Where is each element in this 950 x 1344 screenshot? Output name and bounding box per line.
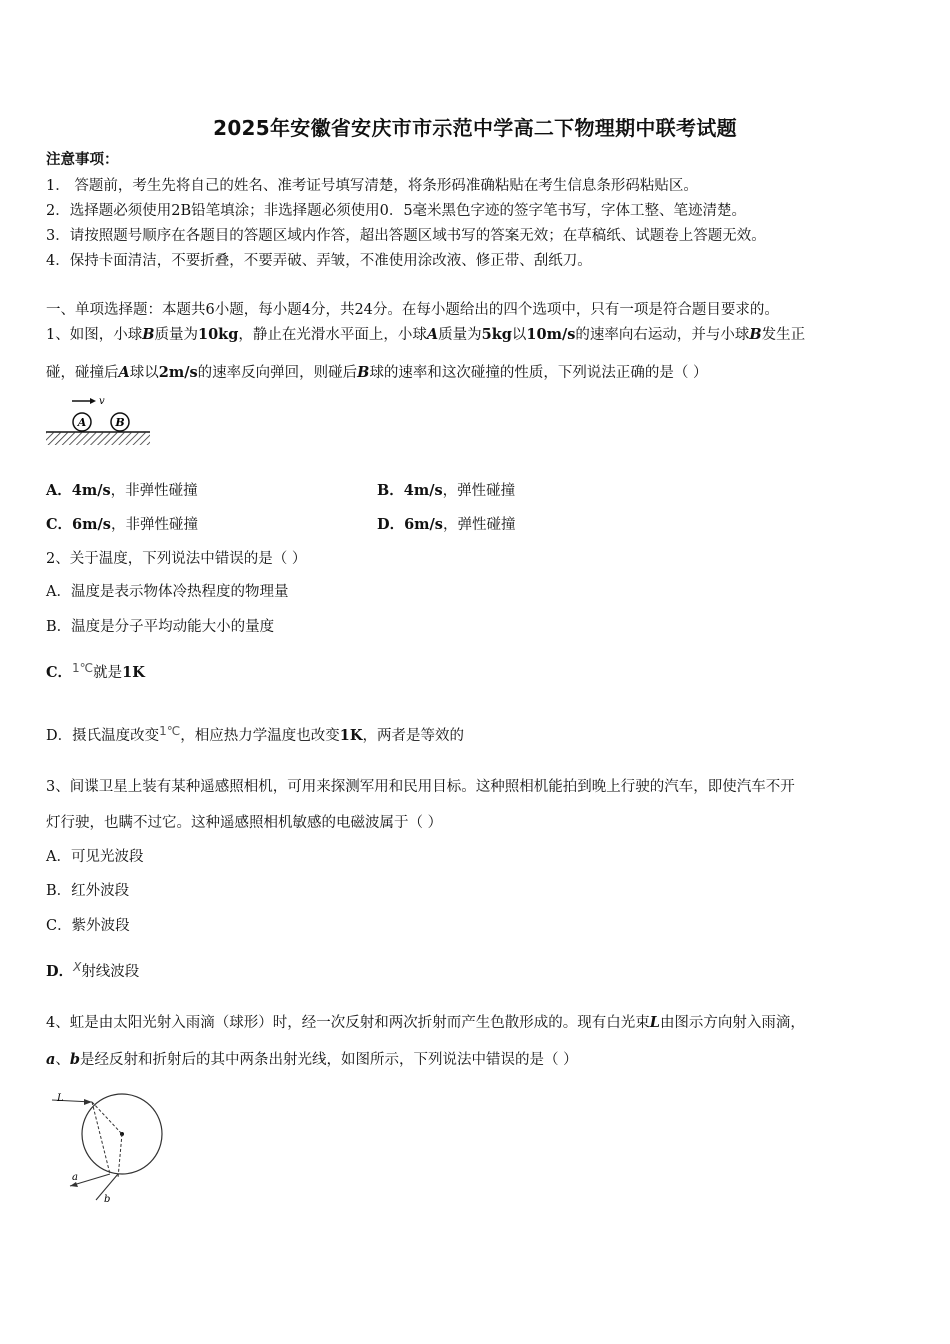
q1-option-a[interactable]: A．4m/s，非弹性碰撞 <box>46 482 198 499</box>
q2-option-b[interactable]: B．温度是分子平均动能大小的量度 <box>46 619 275 635</box>
notice-item-1: 1． 答题前，考生先将自己的姓名、准考证号填写清楚，将条形码准确粘贴在考生信息条形码粘贴区。 <box>46 178 698 194</box>
q2-stem: 2、关于温度，下列说法中错误的是（ ） <box>46 551 307 567</box>
notice-heading: 注意事项： <box>46 151 119 168</box>
q1-option-b[interactable]: B．4m/s，弹性碰撞 <box>377 482 516 499</box>
ball-a-label: A <box>77 416 87 429</box>
q3-stem-line1: 3、间谍卫星上装有某种遥感照相机，可用来探测军用和民用目标。这种照相机能拍到晚上行驶的汽车，即使汽车不开 <box>46 779 795 795</box>
q3-option-c[interactable]: C．紫外波段 <box>46 918 130 934</box>
q1-stem-line1: 1、如图，小球B质量为10kg，静止在光滑水平面上，小球A质量为5kg以10m/s的速率向右运动，并与小球B发生正 <box>46 326 806 343</box>
q1-option-c[interactable]: C．6m/s，非弹性碰撞 <box>46 516 198 533</box>
notice-item-2: 2．选择题必须使用2B铅笔填涂；非选择题必须使用0．5毫米黑色字迹的签字笔书写，字体工整、笔迹清楚。 <box>46 203 747 219</box>
q4-stem-line1: 4、虹是由太阳光射入雨滴（球形）时，经一次反射和两次折射而产生色散形成的。现有白光束L由图示方向射入雨滴， <box>46 1014 805 1031</box>
q2-option-c[interactable]: C．$^{1℃}$就是1K <box>46 661 145 681</box>
section-heading: 一、单项选择题：本题共6小题，每小题4分，共24分。在每小题给出的四个选项中，只有一项是符合题目要求的。 <box>46 302 779 318</box>
q3-option-d[interactable]: D．$^X$射线波段 <box>46 960 140 980</box>
q1-stem-line2: 碰，碰撞后A球以2m/s的速率反向弹回，则碰后B球的速率和这次碰撞的性质，下列说法正确的是（ ） <box>46 364 708 381</box>
q3-option-b[interactable]: B．红外波段 <box>46 883 130 899</box>
q1-option-d[interactable]: D．6m/s，弹性碰撞 <box>377 516 516 533</box>
notice-item-4: 4．保持卡面清洁，不要折叠，不要弄破、弄皱，不准使用涂改液、修正带、刮纸刀。 <box>46 253 592 269</box>
ray-label-b: b <box>104 1194 111 1205</box>
ray-label-l: L <box>57 1093 64 1104</box>
q4-raindrop-figure <box>50 1088 170 1208</box>
velocity-label: v <box>99 396 105 407</box>
notice-item-3: 3．请按照题号顺序在各题目的答题区域内作答，超出答题区域书写的答案无效；在草稿纸、试题卷上答题无效。 <box>46 228 766 244</box>
q2-option-d[interactable]: D．摄氏温度改变$^{1℃}$，相应热力学温度也改变1K，两者是等效的 <box>46 724 464 744</box>
q3-stem-line2: 灯行驶，也瞒不过它。这种遥感照相机敏感的电磁波属于（ ） <box>46 815 443 831</box>
q2-option-a[interactable]: A．温度是表示物体冷热程度的物理量 <box>46 584 289 600</box>
ray-label-a: a <box>72 1172 78 1183</box>
ball-b-label: B <box>115 416 125 429</box>
q1-collision-figure <box>44 392 154 448</box>
ground-hatch <box>46 432 150 445</box>
q3-option-a[interactable]: A．可见光波段 <box>46 849 144 865</box>
q4-stem-line2: a、b是经反射和折射后的其中两条出射光线，如图所示，下列说法中错误的是（ ） <box>46 1051 578 1068</box>
page-title: 2025年安徽省安庆市市示范中学高二下物理期中联考试题 <box>213 116 737 140</box>
